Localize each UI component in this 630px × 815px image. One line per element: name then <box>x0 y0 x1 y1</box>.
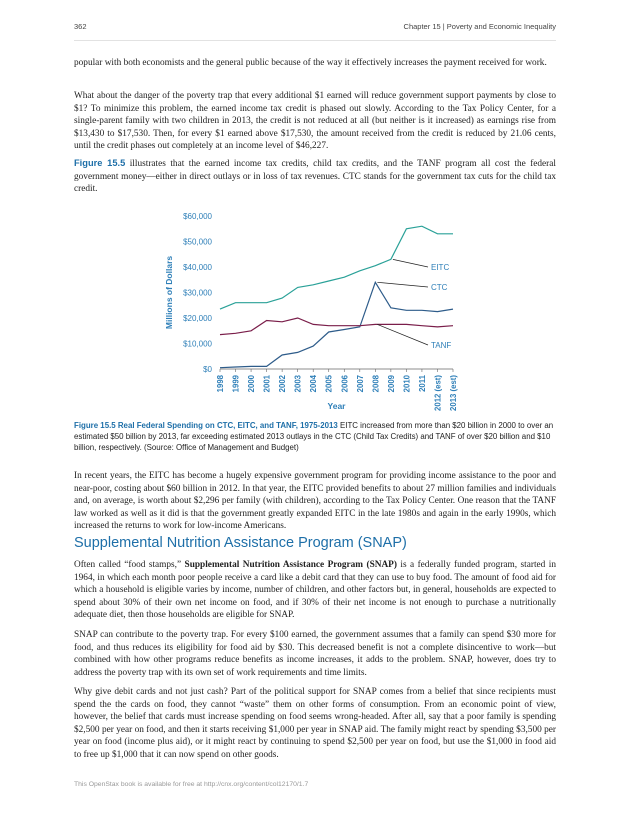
x-tick-label: 2005 <box>324 375 334 393</box>
y-tick-label: $50,000 <box>183 237 212 247</box>
callout-line-ctc <box>377 282 428 287</box>
series-line-eitc <box>220 226 453 309</box>
x-tick-label: 2011 <box>417 375 427 392</box>
y-tick-label: $20,000 <box>183 314 212 323</box>
x-tick-label: 2006 <box>340 375 350 393</box>
figure-caption-text: EITC increased from more than $20 billion in 2000 to over an estimated $50 billion by 2013, far exceeding estimated 2013 outlays in the CTC (Child Tax Credits) and TANF of over $20 billion and $10 billion, respectively. (Source: Office of Management and Budget) <box>74 421 554 453</box>
paragraph-5-text-b: is a federally funded program, started in 1964, in which each month poor people receive a card like a debit card that they can use to buy food. The amount of food aid for which a household is eligible varies by income, number of children, and other factors but, in general, households are expected to spend about 30% of their own net income on food, and if 30% of their net income is not enough to purchase a nutritionally adequate diet, then those households are eligible for SNAP. <box>74 560 556 621</box>
series-label-eitc: EITC <box>431 263 450 272</box>
paragraph-3 <box>74 157 556 196</box>
series-label-tanf: TANF <box>431 341 452 350</box>
x-tick-label: 2003 <box>293 375 303 393</box>
series-label-ctc: CTC <box>431 283 448 292</box>
x-tick-label: 2012 (est) <box>433 375 443 411</box>
y-tick-label: $40,000 <box>183 263 212 272</box>
snap-term: Supplemental Nutrition Assistance Program (SNAP) <box>184 560 397 570</box>
section-heading-snap: Supplemental Nutrition Assistance Program (SNAP) <box>74 535 407 551</box>
paragraph-5-text-a: Often called “food stamps,” <box>74 560 185 570</box>
y-tick-label: $60,000 <box>183 212 212 221</box>
x-tick-label: 2007 <box>355 375 365 393</box>
paragraph-5 <box>74 559 556 622</box>
page-number: 362 <box>74 22 87 31</box>
y-axis-ticks <box>183 212 212 374</box>
y-tick-label: $30,000 <box>183 288 212 298</box>
callout-line-tanf <box>377 324 428 345</box>
x-tick-label: 2008 <box>371 375 381 393</box>
series-lines <box>220 226 453 368</box>
page-header <box>74 22 556 36</box>
header-divider <box>74 40 556 41</box>
x-tick-label: 2000 <box>247 375 257 393</box>
x-tick-label: 2002 <box>278 375 288 393</box>
y-tick-label: $0 <box>203 365 212 374</box>
eitc-ctc-tanf-line-chart <box>155 208 465 418</box>
paragraph-1: popular with both economists and the general public because of the way it effectively increases the payment received for work. <box>74 58 547 68</box>
x-tick-label: 2009 <box>386 375 396 393</box>
paragraph-3-text: illustrates that the earned income tax credits, child tax credits, and the TANF program all cost the federal government money—either in direct outlays or in loss of tax revenues. CTC stands for the government tax cuts for the child tax credit. <box>74 159 556 195</box>
y-axis-label: Millions of Dollars <box>164 255 174 330</box>
x-axis-label: Year <box>327 401 346 411</box>
figure-caption <box>74 420 556 454</box>
x-tick-label: 2004 <box>309 375 319 393</box>
paragraph-2: What about the danger of the poverty trap that every additional $1 earned will reduce government support payments by close to $1? To minimize this problem, the earned income tax credit is phased out slowly. According to the Tax Policy Center, for a single-parent family with two children in 2013, the credit is not reduced at all (but neither is it increased) as earnings rise from $13,430 to $17,530. Then, for every $1 earned above $17,530, the amount received from the credit is reduced by 21.06 cents, until the credit phases out completely at an income level of $46,227. <box>74 91 556 152</box>
callout-line-eitc <box>393 259 428 267</box>
x-tick-label: 1999 <box>231 375 241 393</box>
x-tick-label: 2010 <box>402 375 412 393</box>
chapter-title: Chapter 15 | Poverty and Economic Inequality <box>403 22 556 31</box>
x-tick-label: 1998 <box>216 375 225 393</box>
paragraph-7: Why give debit cards and not just cash? Part of the political support for SNAP comes from a belief that since recipients must spend the the cards on food, they cannot “waste” them on other forms of consumption. From an economic point of view, however, the belief that cards must increase spending on food seems wrong-headed. After all, say that a poor family is spending $2,500 per year on food, and then it starts receiving $1,000 per year in SNAP aid. The family might react by spending $3,500 per year on food (income plus aid), or it might react by continuing to spend $2,500 per year on food, but use the $1,000 in food aid to free up $1,000 that it can now spend on other goods. <box>74 687 556 760</box>
paragraph-4: In recent years, the EITC has become a hugely expensive government program for providing income assistance to the poor and near-poor, costing about $60 billion in 2012. In that year, the EITC provided benefits to about 27 million families and individuals and, on average, is worth about $2,296 per family (with children), according to the Tax Policy Center. One reason that the TANF law worked as well as it did is that the government greatly expanded EITC in the late 1980s and again in the early 1990s, which increased the returns to work for low-income Americans. <box>74 471 556 532</box>
series-line-tanf <box>220 318 453 335</box>
x-tick-label: 2013 (est) <box>449 375 458 411</box>
x-tick-label: 2001 <box>262 375 272 393</box>
figure-caption-title: Figure 15.5 Real Federal Spending on CTC, EITC, and TANF, 1975-2013 <box>74 421 338 430</box>
y-tick-label: $10,000 <box>183 339 212 349</box>
page-footer: This OpenStax book is available for free at http://cnx.org/content/col12170/1.7 <box>74 781 309 788</box>
figure-reference-link[interactable]: Figure 15.5 <box>74 158 126 168</box>
paragraph-6: SNAP can contribute to the poverty trap. For every $100 earned, the government assumes that a family can spend $30 more for food, and thus reduces its eligibility for food aid by $30. This decreased benefit is not a complete disincentive to work—but combined with how other programs reduce benefits as income increases, it adds to the problem. SNAP, however, does try to address the poverty trap with its own set of work requirements and time limits. <box>74 630 556 678</box>
